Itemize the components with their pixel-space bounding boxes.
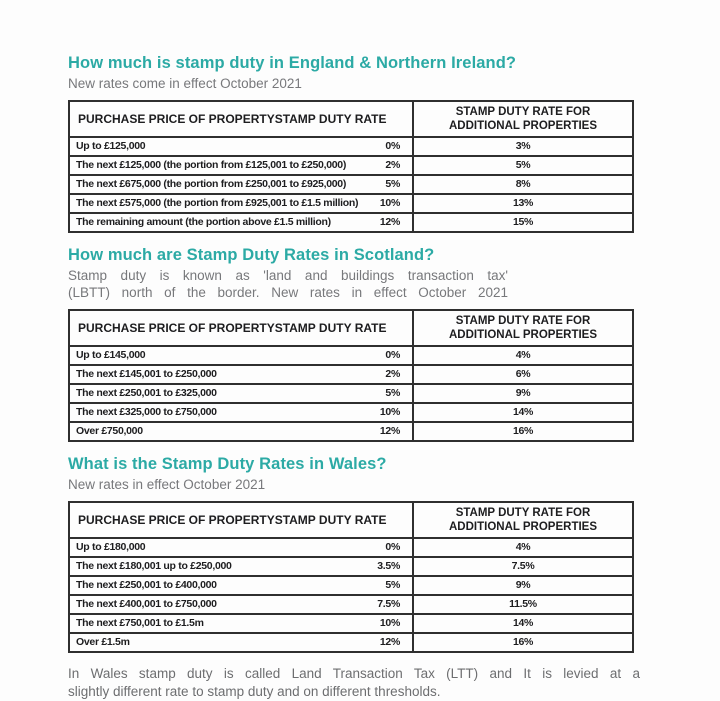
duty-rate-value: 2% xyxy=(385,159,400,171)
section-heading-england: How much is stamp duty in England & Northern Ireland? xyxy=(68,54,517,72)
table-row xyxy=(69,403,633,422)
column-header-price-and-rate: PURCHASE PRICE OF PROPERTYSTAMP DUTY RATE xyxy=(69,310,413,346)
additional-rate-value: 14% xyxy=(413,403,633,422)
column-header-additional-properties xyxy=(413,101,633,137)
table-row xyxy=(69,137,633,156)
additional-rate-value: 9% xyxy=(413,384,633,403)
section-subtitle-england xyxy=(68,75,720,92)
additional-rate-value: 9% xyxy=(413,576,633,595)
table-row xyxy=(69,422,633,441)
table-row xyxy=(69,557,633,576)
duty-rate-value: 5% xyxy=(385,178,400,190)
price-band-label: The next £750,001 to £1.5m xyxy=(76,617,204,629)
additional-rate-value: 15% xyxy=(413,213,633,232)
price-band-label: The next £250,001 to £325,000 xyxy=(76,387,217,399)
price-band-label: The next £400,001 to £750,000 xyxy=(76,598,217,610)
duty-rate-value: 5% xyxy=(385,387,400,399)
duty-rate-value: 5% xyxy=(385,579,400,591)
price-band-label: The next £250,001 to £400,000 xyxy=(76,579,217,591)
table-row xyxy=(69,384,633,403)
table-row xyxy=(69,213,633,232)
table-header-row xyxy=(69,310,633,346)
duty-rate-value: 0% xyxy=(385,541,400,553)
table-row xyxy=(69,346,633,365)
column-header-additional-line1: STAMP DUTY RATE FOR xyxy=(455,106,591,118)
section-scotland xyxy=(68,245,720,442)
stamp-duty-table-england xyxy=(68,100,634,233)
section-heading-wales: What is the Stamp Duty Rates in Wales? xyxy=(68,455,387,473)
duty-rate-value: 0% xyxy=(385,140,400,152)
column-header-additional-properties xyxy=(413,310,633,346)
column-header-additional-line1: STAMP DUTY RATE FOR xyxy=(455,315,591,327)
section-subtitle-scotland xyxy=(68,267,720,301)
column-header-additional-line2: ADDITIONAL PROPERTIES xyxy=(448,120,598,132)
additional-rate-value: 14% xyxy=(413,614,633,633)
additional-rate-value: 6% xyxy=(413,365,633,384)
column-header-additional-line2: ADDITIONAL PROPERTIES xyxy=(448,329,598,341)
duty-rate-value: 12% xyxy=(379,425,400,437)
additional-rate-value: 11.5% xyxy=(413,595,633,614)
table-row xyxy=(69,595,633,614)
section-subtitle-wales xyxy=(68,476,720,493)
duty-rate-value: 3.5% xyxy=(377,560,400,572)
table-row xyxy=(69,175,633,194)
duty-rate-value: 0% xyxy=(385,349,400,361)
table-row xyxy=(69,365,633,384)
duty-rate-value: 2% xyxy=(385,368,400,380)
stamp-duty-table-scotland xyxy=(68,309,634,442)
additional-rate-value: 8% xyxy=(413,175,633,194)
additional-rate-value: 4% xyxy=(413,346,633,365)
price-band-label: The remaining amount (the portion above £1.5 million) xyxy=(76,216,331,228)
duty-rate-value: 10% xyxy=(379,617,400,629)
subtitle-line: New rates in effect October 2021 xyxy=(68,477,266,492)
price-band-label: The next £180,001 up to £250,000 xyxy=(76,560,232,572)
duty-rate-value: 12% xyxy=(379,636,400,648)
additional-rate-value: 3% xyxy=(413,137,633,156)
duty-rate-value: 10% xyxy=(379,406,400,418)
additional-rate-value: 4% xyxy=(413,538,633,557)
column-header-price-and-rate: PURCHASE PRICE OF PROPERTYSTAMP DUTY RATE xyxy=(69,502,413,538)
subtitle-line: New rates come in effect October 2021 xyxy=(68,76,302,91)
subtitle-line: Stamp duty is known as 'land and buildings transaction tax' xyxy=(68,268,508,283)
price-band-label: Up to £180,000 xyxy=(76,541,146,553)
additional-rate-value: 16% xyxy=(413,422,633,441)
price-band-label: Over £1.5m xyxy=(76,636,130,648)
column-header-additional-properties xyxy=(413,502,633,538)
price-band-label: The next £325,000 to £750,000 xyxy=(76,406,217,418)
table-row xyxy=(69,194,633,213)
price-band-label: The next £125,000 (the portion from £125,001 to £250,000) xyxy=(76,159,347,171)
additional-rate-value: 16% xyxy=(413,633,633,652)
additional-rate-value: 13% xyxy=(413,194,633,213)
duty-rate-value: 12% xyxy=(379,216,400,228)
table-row xyxy=(69,156,633,175)
subtitle-line: (LBTT) north of the border. New rates in effect October 2021 xyxy=(68,285,508,300)
table-row xyxy=(69,614,633,633)
additional-rate-value: 7.5% xyxy=(413,557,633,576)
price-band-label: Up to £125,000 xyxy=(76,140,146,152)
table-header-row xyxy=(69,101,633,137)
table-header-row xyxy=(69,502,633,538)
duty-rate-value: 10% xyxy=(379,197,400,209)
price-band-label: Over £750,000 xyxy=(76,425,143,437)
table-row xyxy=(69,576,633,595)
table-row xyxy=(69,633,633,652)
column-header-price-and-rate: PURCHASE PRICE OF PROPERTYSTAMP DUTY RATE xyxy=(69,101,413,137)
table-row xyxy=(69,538,633,557)
duty-rate-value: 7.5% xyxy=(377,598,400,610)
price-band-label: The next £145,001 to £250,000 xyxy=(76,368,217,380)
section-england-ni xyxy=(68,53,720,233)
price-band-label: Up to £145,000 xyxy=(76,349,146,361)
section-heading-scotland: How much are Stamp Duty Rates in Scotland? xyxy=(68,246,435,264)
price-band-label: The next £575,000 (the portion from £925,001 to £1.5 million) xyxy=(76,197,359,209)
additional-rate-value: 5% xyxy=(413,156,633,175)
stamp-duty-table-wales xyxy=(68,501,634,653)
section-wales xyxy=(68,454,720,653)
wales-ltt-note-line1: In Wales stamp duty is called Land Transaction Tax (LTT) and It is levied at a xyxy=(68,666,640,681)
wales-ltt-note-line2: slightly different rate to stamp duty and on different thresholds. xyxy=(68,684,441,699)
column-header-additional-line2: ADDITIONAL PROPERTIES xyxy=(448,521,598,533)
column-header-additional-line1: STAMP DUTY RATE FOR xyxy=(455,507,591,519)
price-band-label: The next £675,000 (the portion from £250,001 to £925,000) xyxy=(76,178,347,190)
